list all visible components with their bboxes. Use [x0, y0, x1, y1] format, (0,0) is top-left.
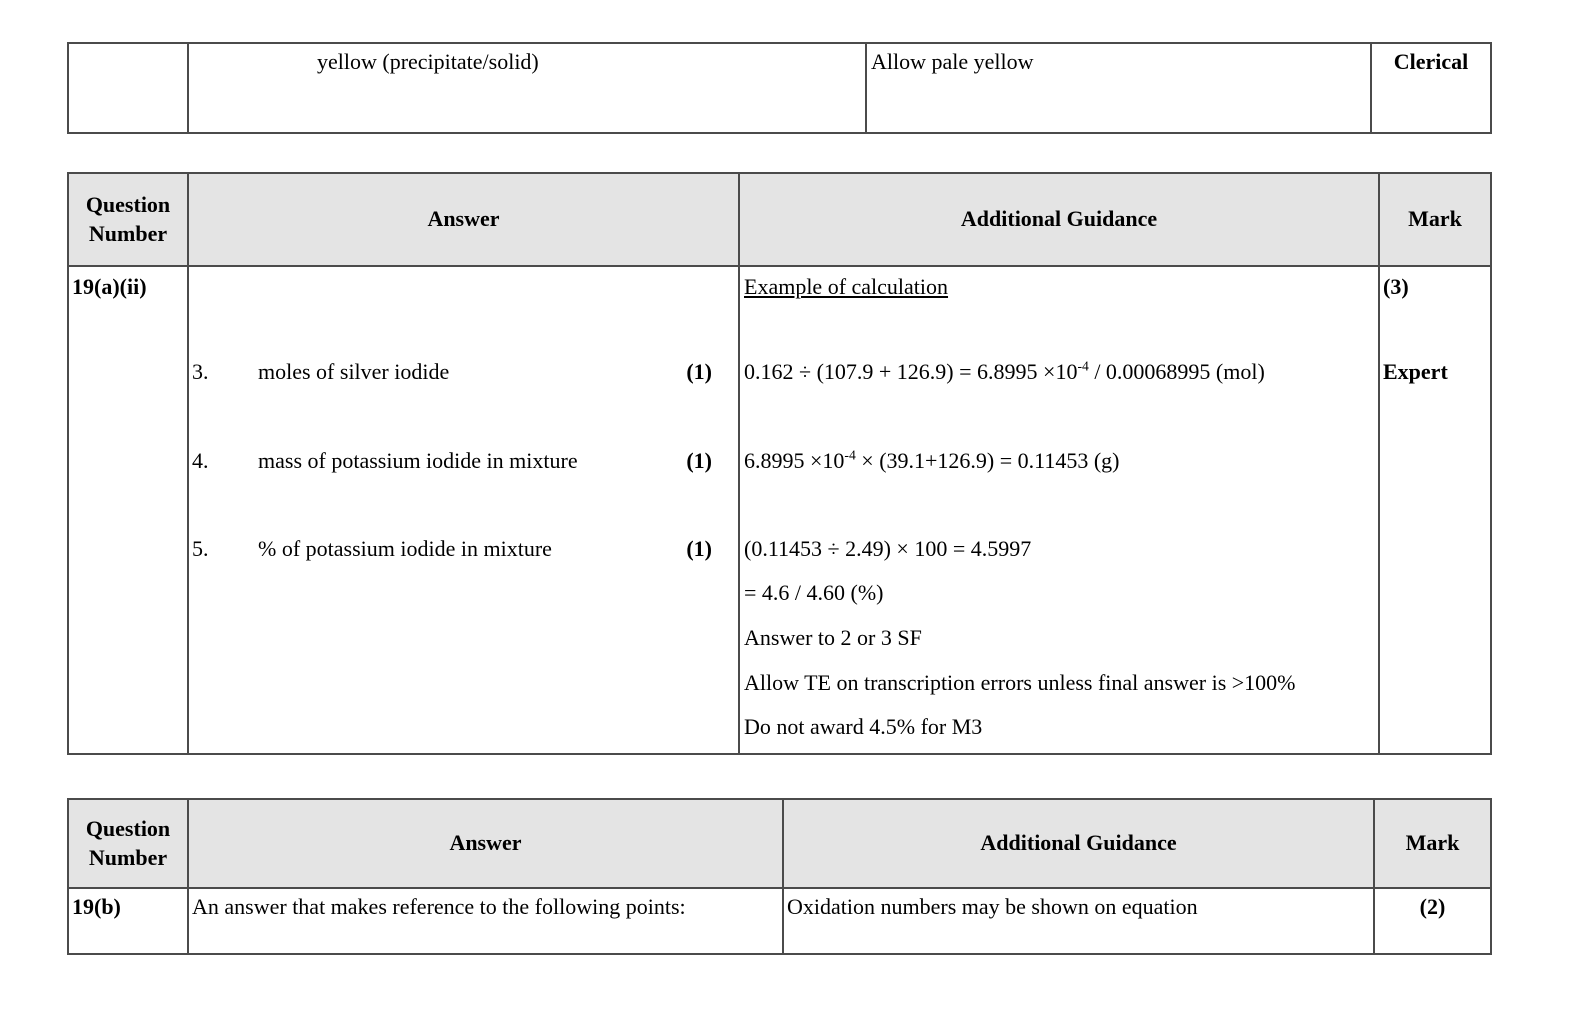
equation-text: × (39.1+126.9) = 0.11453 (g) — [855, 448, 1120, 473]
guidance-text: Allow pale yellow — [871, 49, 1034, 74]
question-number: 19(a)(ii) — [72, 274, 147, 299]
cell-question-number — [68, 266, 188, 754]
answer-item-number: 5. — [192, 536, 209, 561]
cell-mark — [1379, 266, 1491, 754]
cell-additional-guidance — [866, 43, 1371, 133]
guidance-award-note: Do not award 4.5% for M3 — [744, 714, 983, 739]
cell-mark — [1374, 888, 1491, 954]
guidance-sf-note: Answer to 2 or 3 SF — [744, 625, 922, 650]
header-question-number: Question Number — [68, 173, 188, 266]
equation-exponent: -4 — [844, 447, 856, 463]
answer-item — [192, 447, 712, 475]
header-answer: Answer — [188, 799, 783, 888]
answer-text: An answer that makes reference to the following points: — [192, 894, 686, 919]
table-continuation — [67, 42, 1492, 134]
answer-item-mark: (1) — [686, 448, 712, 473]
mark-value: (3) — [1383, 274, 1409, 299]
cell-additional-guidance — [783, 888, 1374, 954]
answer-item-text: mass of potassium iodide in mixture — [258, 448, 578, 473]
header-question-number: Question Number — [68, 799, 188, 888]
mark-text: Clerical — [1393, 49, 1469, 74]
answer-item-mark: (1) — [686, 359, 712, 384]
guidance-calculation-m1 — [744, 358, 1265, 386]
mark-value: (2) — [1419, 894, 1446, 919]
equation-text: 6.8995 ×10 — [744, 448, 845, 473]
equation-text: 0.162 ÷ (107.9 + 126.9) = 6.8995 ×10 — [744, 359, 1078, 384]
answer-text: yellow (precipitate/solid) — [317, 49, 539, 74]
equation-text: / 0.00068995 (mol) — [1088, 359, 1265, 384]
table-19b — [67, 798, 1492, 955]
cell-question-number-empty — [68, 43, 188, 133]
answer-item — [192, 535, 712, 563]
question-number: 19(b) — [72, 894, 121, 919]
equation-exponent: -4 — [1077, 358, 1089, 374]
answer-item-text: moles of silver iodide — [258, 359, 450, 384]
cell-question-number — [68, 888, 188, 954]
answer-item-number: 4. — [192, 448, 209, 473]
cell-answer — [188, 266, 739, 754]
answer-item-mark: (1) — [686, 536, 712, 561]
guidance-calculation-m3: (0.11453 ÷ 2.49) × 100 = 4.5997 — [744, 536, 1032, 561]
header-answer: Answer — [188, 173, 739, 266]
answer-item-text: % of potassium iodide in mixture — [258, 536, 552, 561]
cell-answer — [188, 43, 866, 133]
header-row — [68, 799, 1491, 888]
header-mark: Mark — [1379, 173, 1491, 266]
guidance-title: Example of calculation — [744, 274, 949, 299]
guidance-result-line: = 4.6 / 4.60 (%) — [744, 580, 884, 605]
table-row — [68, 266, 1491, 754]
guidance-te-note: Allow TE on transcription errors unless final answer is >100% — [744, 670, 1296, 695]
table-row — [68, 888, 1491, 954]
header-row — [68, 173, 1491, 266]
mark-note: Expert — [1383, 359, 1448, 384]
table-row — [68, 43, 1491, 133]
answer-item — [192, 358, 712, 386]
cell-mark — [1371, 43, 1491, 133]
guidance-calculation-m2 — [744, 447, 1120, 475]
cell-answer — [188, 888, 783, 954]
header-mark: Mark — [1374, 799, 1491, 888]
header-additional-guidance: Additional Guidance — [739, 173, 1379, 266]
answer-item-number: 3. — [192, 359, 209, 384]
table-19aii — [67, 172, 1492, 755]
cell-additional-guidance — [739, 266, 1379, 754]
header-additional-guidance: Additional Guidance — [783, 799, 1374, 888]
guidance-text: Oxidation numbers may be shown on equation — [787, 894, 1198, 919]
